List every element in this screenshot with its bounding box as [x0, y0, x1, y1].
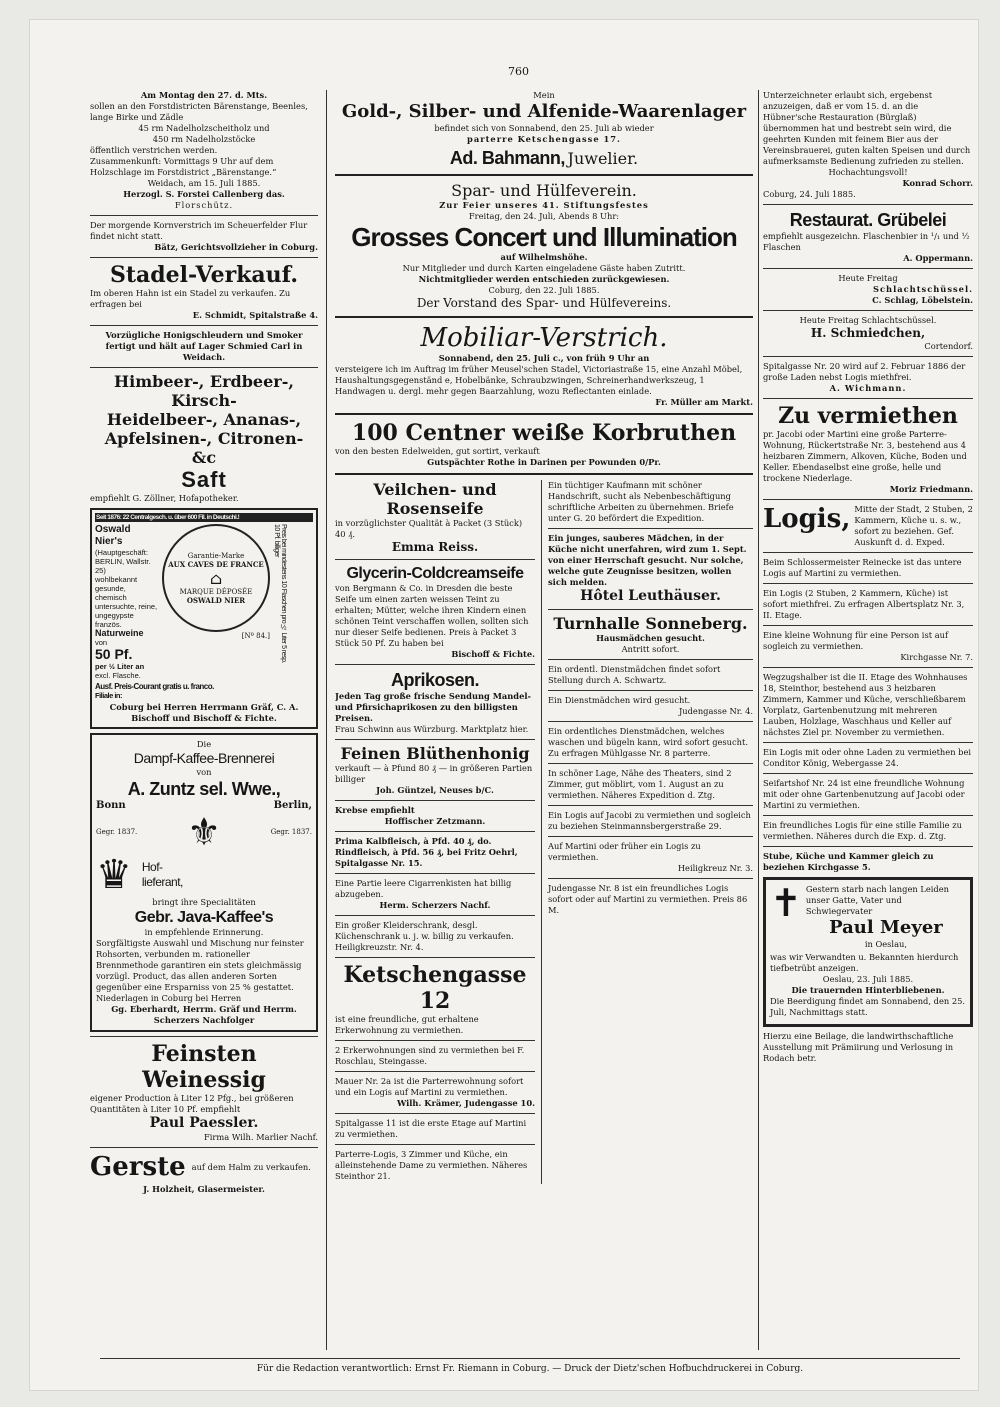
ad-body: Unterzeichneter erlaubt sich, ergebenst anzuzeigen, daß er vom 15. d. an die Hübner'sche Restauration (Bürglaß) übernommen hat und bestrebt sein wird, die geehrten Kunden mit feinem Bier aus der Vereinsbrauerei, guten kalten Speisen und durch aufmerksamste Bedienung zufrieden zu stellen. — [763, 90, 971, 166]
medal-icon: ⚜ — [186, 810, 222, 854]
ad-signature: Firma Wilh. Marlier Nachf. — [204, 1132, 318, 1142]
ad-title: Dampf-Kaffee-Brennerei — [133, 750, 275, 766]
ad-schlachtschuessel-1: Heute Freitag Schlachtschüssel. C. Schlag, Löbelstein. — [763, 273, 973, 306]
ad-line: Heidelbeer-, Ananas-, — [106, 410, 302, 429]
ad-body: Ein Logis (2 Stuben, 2 Kammern, Küche) ist sofort miethfrei. Zu erfragen Albertsplatz Nr. 3, II. Etage. — [763, 588, 965, 620]
ad-turnhalle: Turnhalle Sonneberg. Hausmädchen gesucht. Antritt sofort. — [548, 614, 753, 655]
ad-title: Logis, — [763, 504, 851, 534]
ad-headline: Grosses Concert und Illumination — [351, 222, 737, 252]
ad-body: Ein großer Kleiderschrank, desgl. Küchenschrank u. j. w. billig zu verkaufen. Heiligkreuzstr. Nr. 4. — [335, 920, 514, 952]
ad-schlosser — [763, 557, 973, 579]
brand-name: Ad. Bahmann, — [449, 148, 565, 168]
ad-signature: Hôtel Leuthäuser. — [580, 588, 721, 604]
ad-title: Mobiliar-Verstrich. — [420, 323, 668, 353]
ad-body: Ein ordentliches Dienstmädchen, welches waschen und bügeln kann, wird sofort gesucht. Zu erfragen Mühlgasse Nr. 8 parterre. — [548, 726, 748, 758]
ad-line: Filiale in: — [95, 691, 123, 700]
ad-cigarren — [335, 878, 535, 911]
ad-side-note: Preis bei mindestens 10 Flaschen pro ½ Liter 5 resp. 10 Pf. billiger — [273, 524, 287, 663]
ad-zuntz: Die Dampf-Kaffee-Brennerei von A. Zuntz sel. Wwe., Bonn Berlin, Gegr. 1837. ⚜ Gegr. 1837. ♛ Hof- lieferant, bringt ihre Specialitäten Gebr. Java-Kaffee's in empfehlende Erinnerung. Sorgfältigste Auswahl und Mischung nur feinster Rohsorten, verbunden m. rationeller Brennmethode garantiren ein stets gleichmässig vorzügl. Product, das allen anderen Sorten gegenüber eine Ersparniss von 25 % gestattet. Niederlagen in Coburg bei Herren Gg. Eberhardt, Herrm. Gräf und Herrm. Scherzers Nachfolger — [90, 733, 318, 1032]
ad-weinessig — [90, 1041, 318, 1143]
ad-body: Eine Partie leere Cigarrenkisten hat billig abzugeben. — [335, 878, 512, 899]
ad-body: Krebse empfiehlt — [335, 805, 415, 815]
ad-signature: C. Schlag, Löbelstein. — [872, 295, 973, 305]
ad-body: verkauft — à Pfund 80 ₰ — in größeren Partien billiger — [335, 763, 533, 784]
ad-ketschengasse — [335, 962, 535, 1036]
ad-body: Spitalgasse 11 ist die erste Etage auf Martini zu vermiethen. — [335, 1118, 527, 1139]
ad-body: Spitalgasse Nr. 20 wird auf 2. Februar 1886 der große Laden nebst Logis miethfrei. — [763, 361, 966, 382]
ad-body: Gestern starb nach langen Leiden unser Gatte, Vater und Schwiegervater — [805, 884, 949, 916]
ad-korn — [90, 220, 318, 253]
brand-name: Oswald Nier's — [95, 524, 131, 547]
ad-body: Eine kleine Wohnung für eine Person ist auf sogleich zu vermiethen. — [763, 630, 949, 651]
ad-body: von Bergmann & Co. in Dresden die beste Seife um einen zarten weissen Teint zu erhalten; Mütter, welche ihren Kindern einen schönen Teint verschaffen wollen, sollten sich nur dieser Seife bedienen. Preis à Packet 3 Stück 50 Pf. Zu haben bei — [335, 583, 529, 648]
product-name: Naturweine — [95, 628, 144, 638]
ad-stadel — [90, 262, 318, 321]
ad-body: In schöner Lage, Nähe des Theaters, sind 2 Zimmer, gut möblirt, vom 1. August an zu vermiethen. Näheres Expedition d. Ztg. — [548, 768, 732, 800]
ad-seifartshof — [763, 778, 973, 811]
page-number: 760 — [508, 65, 529, 78]
ad-fleisch — [335, 836, 535, 869]
ad-address: parterre Ketschengasse 17. — [467, 134, 621, 144]
ad-title: Feinsten Weinessig — [142, 1041, 266, 1093]
ad-line: (Hauptgeschäft: BERLIN, Wallstr. 25) — [95, 548, 151, 575]
column-rule-1 — [326, 90, 327, 1350]
ad-body: versteigere ich im Auftrag im früher Meusel'schen Stadel, Victoriastraße 15, eine Anzahl Möbel, Haushaltungsgegenständ e, Hobelbänke, Schraubzwingen, Schreinerhandwerkszeug, 1 Handwagen u. dergl. mehr gegen Baarzahlung, wozu Reflectanten einlade. — [335, 364, 743, 396]
ad-logis — [763, 504, 973, 548]
ad-line: per ½ Liter an — [95, 662, 145, 671]
ad-body: Beim Schlossermeister Reinecke ist das untere Logis auf Martini zu vermiethen. — [763, 557, 962, 578]
ad-stube — [763, 851, 973, 873]
ad-line: Ausf. Preis-Courant gratis u. franco. — [95, 682, 214, 691]
ad-albertsplatz — [763, 588, 973, 621]
ad-line: Himbeer-, Erdbeer-, Kirsch- — [114, 372, 294, 410]
ad-body: Ein Dienstmädchen wird gesucht. — [548, 695, 691, 705]
ad-dienst-2 — [548, 695, 753, 717]
ad-logis-jacobi — [548, 810, 753, 832]
ad-body: Jeden Tag große frische Sendung Mandel- und Pfirsichaprikosen zu den billigsten Preisen. — [335, 691, 531, 723]
ad-schlachtschuessel-2: Heute Freitag Schlachtschüssel. H. Schmiedchen, Cortendorf. — [763, 315, 973, 352]
ad-body: Parterre-Logis, 3 Zimmer und Küche, ein alleinstehende Dame zu vermiethen. Näheres Steinthor 21. — [335, 1149, 528, 1181]
column-rule-2 — [758, 90, 759, 1350]
column-middle-left — [335, 480, 535, 1184]
ad-mobiliar: Mobiliar-Verstrich. Sonnabend, den 25. Juli c., von früh 9 Uhr an versteigere ich im Auftrag im früher Meusel'schen Stadel, Victoriastraße 15, eine Anzahl Möbel, Haushaltungsgegenständ e, Hobelbänke, Schraubzwingen, Schreinerhandwerkszeug, 1 Handwagen u. dergl. mehr gegen Baarzahlung, wozu Reflectanten einlade. Fr. Müller am Markt. — [335, 323, 753, 407]
ad-kaufmann — [548, 480, 753, 524]
ad-erker — [335, 1045, 535, 1067]
ad-date: Coburg, 24. Juli 1885. — [763, 189, 856, 199]
ad-kleine-wohnung — [763, 630, 973, 663]
royal-arms-icon: ♛ — [96, 852, 132, 898]
ad-title: Gold-, Silber- und Alfenide-Waarenlager — [341, 101, 747, 122]
ad-body: Ein Logis auf Jacobi zu vermiethen und sogleich zu beziehen Steinmannsbergerstraße 29. — [548, 810, 751, 831]
ad-title: 100 Centner weiße Korbruthen — [351, 420, 737, 446]
ad-body: Sorgfältigste Auswahl und Mischung nur feinster Rohsorten, verbunden m. rationeller Brennmethode garantiren ein stets gleichmässig vorzügl. Product, das allen anderen Sorten gegenüber eine Ersparniss von 25 % gestattet. Niederlagen in Coburg bei Herren — [96, 938, 304, 1003]
ad-body: sollen an den Forstdistricten Bärenstange, Beenles, lange Birke und Zädle — [90, 101, 308, 122]
ad-body: Hierzu eine Beilage, die landwirthschaftliche Ausstellung mit Prämiirung und Verlosung in Rodach betr. — [763, 1031, 954, 1063]
ad-body: was wir Verwandten u. Bekannten hierdurch tiefbetrübt anzeigen. — [770, 952, 959, 973]
ad-signature: J. Holzheit, Glasermeister. — [143, 1184, 265, 1194]
ad-maedchen — [548, 533, 753, 605]
ad-signature: E. Schmidt, Spitalstraße 4. — [192, 310, 318, 320]
ad-body: Die Beerdigung findet am Sonnabend, den 25. Juli, Nachmittags statt. — [770, 996, 966, 1017]
ad-signature: Gutspächter Rothe in Darinen per Powunden 0/Pr. — [427, 457, 661, 467]
ad-title: Veilchen- und Rosenseife — [373, 480, 497, 518]
ad-spar-verein: Spar- und Hülfeverein. Zur Feier unseres 41. Stiftungsfestes Freitag, den 24. Juli, Abends 8 Uhr: Grosses Concert und Illumination auf Wilhelmshöhe. Nur Mitglieder und durch Karten eingeladene Gäste haben Zutritt. Nichtmitglieder werden entschieden zurückgewiesen. Coburg, den 22. Juli 1885. Der Vorstand des Spar- und Hülfevereins. — [335, 181, 753, 311]
ad-gruebelei — [763, 209, 973, 264]
ad-title: Schlachtschüssel. — [873, 284, 973, 294]
ad-title: Am Montag den 27. d. Mts. — [140, 90, 268, 100]
ad-glycerin — [335, 564, 535, 660]
ad-line: von — [95, 638, 108, 647]
ad-title: Restaurat. Grübelei — [789, 210, 947, 230]
ad-signature: Judengasse Nr. 4. — [678, 706, 753, 716]
ad-title: Turnhalle Sonneberg. — [553, 614, 748, 633]
ad-koenig — [763, 747, 973, 769]
ad-line: Apfelsinen-, Citronen- &c — [104, 429, 304, 467]
ad-theater — [548, 768, 753, 801]
ad-signature: Hoffischer Zetzmann. — [384, 816, 486, 826]
ad-signature: Paul Paessler. — [149, 1115, 259, 1131]
ad-body: eigener Production à Liter 12 Pfg., bei größeren Quantitäten à Liter 10 Pf. empfiehlt — [90, 1093, 294, 1114]
ad-auction — [90, 90, 318, 211]
ad-logis-martini — [548, 841, 753, 874]
ad-body: Seifartshof Nr. 24 ist eine freundliche Wohnung mit oder ohne Gartenbenutzung auf Jacobi oder Martini zu vermiethen. — [763, 778, 965, 810]
ad-body: Mauer Nr. 2a ist die Parterrewohnung sofort und ein Logis auf Martini zu vermiethen. — [335, 1076, 524, 1097]
ad-schrank — [335, 920, 535, 953]
ad-body: Ein Logis mit oder ohne Laden zu vermiethen bei Conditor König, Webergasse 24. — [763, 747, 972, 768]
ad-line: 450 rm Nadelholzstöcke — [152, 134, 256, 144]
brand-name: A. Zuntz sel. Wwe., — [127, 779, 281, 799]
ad-body: ist eine freundliche, gut erhaltene Erkerwohnung zu vermiethen. — [335, 1014, 479, 1035]
ad-signature: Frau Schwinn aus Würzburg. Marktplatz hier. — [335, 724, 529, 734]
ad-body: von den besten Edelweiden, gut sortirt, verkauft — [335, 446, 540, 456]
ad-body: Stube, Küche und Kammer gleich zu beziehen Kirchgasse 5. — [763, 851, 934, 872]
ad-title: Zu vermiethen — [778, 403, 958, 429]
ad-body: Judengasse Nr. 8 ist ein freundliches Logis sofort oder auf Martini zu vermiethen. Preis 86 M. — [548, 883, 748, 915]
ad-beilage — [763, 1031, 973, 1064]
ad-signature: Wilh. Krämer, Judengasse 10. — [396, 1098, 535, 1108]
ad-signature: Heiligkreuz Nr. 3. — [677, 863, 753, 873]
ad-body: Der morgende Kornverstrich im Scheuerfelder Flur findet nicht statt. — [90, 220, 308, 241]
ad-title: Gerste — [90, 1152, 186, 1182]
ad-signature: Herm. Scherzers Nachf. — [379, 900, 491, 910]
ad-bluethenhonig — [335, 744, 535, 796]
ad-body: Im oberen Hahn ist ein Stadel zu verkaufen. Zu erfragen bei — [90, 288, 291, 309]
column-middle — [335, 90, 753, 1350]
ad-signature: Bätz, Gerichtsvollzieher in Coburg. — [154, 242, 318, 252]
ad-line: excl. Flasche. — [95, 671, 141, 680]
newspaper-page — [30, 20, 978, 1390]
product-name: Gebr. Java-Kaffee's — [134, 909, 274, 926]
ad-seife — [335, 480, 535, 555]
ad-title: Spar- und Hülfeverein. — [451, 181, 637, 200]
ad-krebse — [335, 805, 535, 827]
ad-signature: Emma Reiss. — [391, 540, 479, 554]
ad-title: H. Schmiedchen, — [810, 326, 926, 340]
ad-body: Mitte der Stadt, 2 Stuben, 2 Kammern, Küche u. s. w., sofort zu beziehen. Gef. Auskunft d. d. Exped. — [854, 504, 973, 547]
ad-dienst-1 — [548, 664, 753, 686]
ad-date: Oeslau, 23. Juli 1885. — [822, 974, 914, 984]
ad-signature: Gg. Eberhardt, Herrm. Gräf und Herrm. Scherzers Nachfolger — [111, 1004, 297, 1025]
ad-body: wohlbekannt gesunde, chemisch untersuchte, reine, ungegypste französ. — [95, 575, 158, 629]
ad-body: Zusammenkunft: Vormittags 9 Uhr auf dem Holzschlage im Forstdistrict „Bärenstange.“ — [90, 156, 277, 177]
ad-title: Glycerin-Coldcreamseife — [346, 565, 524, 582]
ad-body: auf dem Halm zu verkaufen. — [191, 1161, 311, 1172]
column-middle-right — [548, 480, 753, 1184]
ad-body: Ein tüchtiger Kaufmann mit schöner Handschrift, sucht als Nebenbeschäftigung schriftliche Arbeiten zu übernehmen. Briefe unter G. 20 befördert die Expedition. — [548, 480, 734, 523]
ad-zu-vermiethen — [763, 403, 973, 495]
ad-body: Auf Martini oder früher ein Logis zu vermiethen. — [548, 841, 701, 862]
ad-bahmann: Mein Gold-, Silber- und Alfenide-Waarenlager befindet sich von Sonnabend, den 25. Juli ab wieder parterre Ketschengasse 17. Ad. Bahmann, Juwelier. — [335, 90, 753, 169]
price: 50 Pf. — [95, 646, 133, 662]
ad-signature: A. Oppermann. — [903, 253, 973, 263]
ad-korbruthen — [335, 420, 753, 468]
ad-signature: A. Wichmann. — [829, 383, 907, 393]
column-right — [763, 90, 973, 1350]
ad-dienst-3 — [548, 726, 753, 759]
ad-signature: Coburg bei Herren Herrmann Gräf, C. A. Bischoff und Bischoff & Fichte. — [109, 702, 299, 723]
ad-body: befindet sich von Sonnabend, den 25. Juli ab wieder — [434, 123, 654, 133]
ad-line: 45 rm Nadelholzscheitholz und — [138, 123, 270, 133]
ad-gerste — [90, 1152, 318, 1182]
ad-oswald-nier — [90, 508, 318, 729]
ad-title: Ketschengasse 12 — [343, 962, 527, 1014]
ad-body: Vorzügliche Honigschleudern und Smoker fertigt und hält auf Lager Schmied Carl in Weidach. — [105, 330, 303, 362]
ad-signature: Die trauernden Hinterbliebenen. — [791, 985, 945, 995]
ad-body: Ein ordentl. Dienstmädchen findet sofort Stellung durch A. Schwartz. — [548, 664, 721, 685]
ad-body: pr. Jacobi oder Martini eine große Parterre-Wohnung, Rückertstraße Nr. 3, bestehend aus 4 heizbaren Zimmern, Alkoven, Küche, Boden und Keller. Ebendaselbst eine große, helle und trockene Niederlage. — [763, 429, 967, 483]
ad-honig — [90, 330, 318, 363]
ad-parterre-logis — [335, 1149, 535, 1182]
column-left — [90, 90, 318, 1350]
ad-huebner: Unterzeichneter erlaubt sich, ergebenst anzuzeigen, daß er vom 15. d. an die Hübner'sche Restauration (Bürglaß) übernommen hat und bestrebt sein wird, die geehrten Kunden mit feinem Bier aus der Vereinsbrauerei, guten kalten Speisen und durch aufmerksamste Bedienung zufrieden zu stellen. Hochachtungsvoll! Konrad Schorr. Coburg, 24. Juli 1885. — [763, 90, 973, 199]
ad-body: Prima Kalbfleisch, à Pfd. 40 ₰, do. Rindfleisch, à Pfd. 56 ₰, bei Fritz Oehrl, Spitalgasse Nr. 15. — [335, 836, 518, 868]
ad-signature: Fr. Müller am Markt. — [655, 397, 753, 407]
ad-body: Ein freundliches Logis für eine stille Familie zu vermiethen. Näheres durch die Exp. d. Ztg. — [763, 820, 962, 841]
ad-body: Ein junges, sauberes Mädchen, in der Küche nicht unerfahren, wird zum 1. Sept. von einer Herrschaft gesucht. Nur solche, welche gute Zeugnisse besitzen, wollen sich melden. — [548, 533, 747, 587]
ad-body: Wegzugshalber ist die II. Etage des Wohnhauses 18, Steinthor, bestehend aus 3 heizbaren Zimmern, Kammer und Küche, verschließbarem Vorplatz, Gartenbenutzung mit mehreren Lauben, Holzlage, Waschhaus und Keller auf nächstes Ziel pr. November zu vermiethen. — [763, 672, 968, 737]
ad-title: Stadel-Verkauf. — [109, 262, 299, 288]
ad-etage — [763, 672, 973, 738]
ad-spitalgasse — [335, 1118, 535, 1140]
memorial-cross-icon: ✝ — [770, 881, 802, 925]
ad-title: Feinen Blüthenhonig — [340, 744, 530, 763]
ad-judengasse — [548, 883, 753, 916]
ad-body: in vorzüglichster Qualität à Packet (3 Stück) 40 ₰. — [335, 518, 523, 539]
ad-signature: Bischoff & Fichte. — [451, 649, 535, 659]
ad-signature: Konrad Schorr. — [902, 178, 973, 188]
ad-body: empfiehlt ausgezeichn. Flaschenbier in ¹/₁ und ½ Flaschen — [763, 231, 970, 252]
ad-line: [Nº 84.] — [241, 632, 270, 640]
ad-laden — [763, 361, 973, 394]
ad-signature: Kirchgasse Nr. 7. — [900, 652, 973, 662]
ad-date: Weidach, am 15. Juli 1885. — [147, 178, 261, 188]
ad-signature: Cortendorf. — [924, 341, 973, 351]
ad-aprikosen — [335, 669, 535, 735]
ad-body: Antritt sofort. — [621, 644, 680, 654]
ad-signature: Der Vorstand des Spar- und Hülfevereins. — [416, 296, 672, 310]
ad-title: Aprikosen. — [390, 670, 480, 690]
ad-mauer — [335, 1076, 535, 1109]
ad-familie — [763, 820, 973, 842]
funeral-notice: ✝ Gestern starb nach langen Leiden unser Gatte, Vater und Schwiegervater Paul Meyer in Oeslau, was wir Verwandten u. Bekannten hierdurch tiefbetrübt anzeigen. Oeslau, 23. Juli 1885. Die trauernden Hinterbliebenen. Die Beerdigung findet am Sonnabend, den 25. Juli, Nachmittags statt. — [763, 877, 973, 1027]
ad-signature: Moriz Friedmann. — [889, 484, 973, 494]
ad-body: 2 Erkerwohnungen sind zu vermiethen bei F. Roschlau, Steingasse. — [335, 1045, 525, 1066]
deceased-name: Paul Meyer — [829, 917, 943, 938]
ad-signature: Florschütz. — [174, 200, 234, 210]
ad-title: Saft — [181, 467, 227, 492]
imprint-footer: Für die Redaction verantwortlich: Ernst Fr. Riemann in Coburg. — Druck der Dietz'schen Hofbuchdruckerei in Coburg. — [100, 1358, 960, 1374]
ad-signature: empfiehlt G. Zöllner, Hofapotheker. — [90, 493, 239, 503]
ad-signature: Joh. Güntzel, Neuses b/C. — [376, 785, 494, 795]
ad-signature: Herzogl. S. Forstei Callenberg das. — [123, 189, 285, 199]
guarantee-seal-icon: Garantie-Marke AUX CAVES DE FRANCE ⌂ MARQUE DÉPOSÉE OSWALD NIER — [162, 524, 270, 632]
ad-body: öffentlich verstrichen werden. — [90, 145, 218, 155]
ad-banner: Seit 1876: 22 Centralgesch. u. über 600 Fil. in Deutschl.! — [95, 513, 313, 522]
ad-saft — [90, 372, 318, 504]
